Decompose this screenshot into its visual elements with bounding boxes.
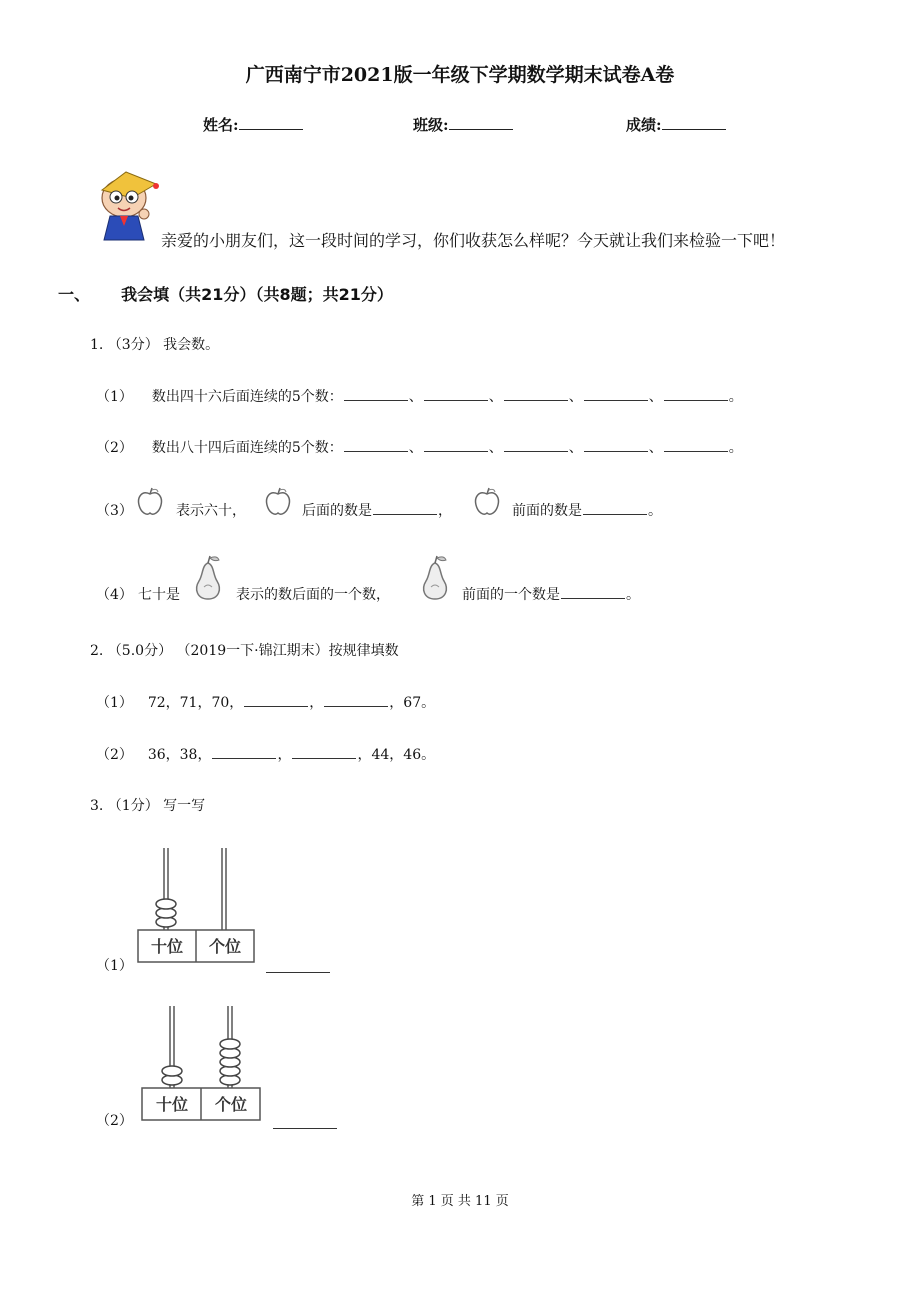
question-1-part-3-label: （3） (96, 503, 133, 519)
question-1-part-4-label: （4） (96, 587, 133, 603)
class-label: 班级: (413, 116, 449, 134)
question-1-part-3-text-d (512, 500, 662, 520)
name-field (203, 114, 303, 135)
answer-blank[interactable] (584, 387, 648, 401)
text: 72，71，70， (147, 695, 244, 711)
period: 。 (728, 440, 743, 456)
answer-blank[interactable] (424, 387, 488, 401)
apple-icon (471, 486, 503, 522)
question-3-stem: 3. （1分） 写一写 (90, 798, 206, 814)
abacus-1 (136, 846, 256, 966)
abacus-2-drawing (140, 1004, 262, 1124)
separator: 、 (408, 440, 423, 456)
section-title: 我会填（共21分）（共8题；共21分） (121, 285, 393, 304)
answer-blank[interactable] (504, 438, 568, 452)
question-1-part-4-text-c (462, 584, 640, 604)
score-label: 成绩: (626, 116, 662, 134)
answer-blank[interactable] (344, 387, 408, 401)
answer-blank[interactable] (664, 387, 728, 401)
text: 36，38， (147, 747, 212, 763)
separator: 、 (648, 389, 663, 405)
text: 前面的数是 (512, 503, 582, 519)
answer-blank[interactable] (584, 438, 648, 452)
part-text: 数出八十四后面连续的5个数： (151, 440, 343, 456)
period: 。 (626, 587, 640, 603)
answer-blank[interactable] (266, 959, 330, 973)
section-number: 一、 (58, 285, 91, 304)
part-label: （2） (96, 440, 133, 456)
tens-bead (162, 1066, 182, 1076)
abacus-2 (140, 1004, 262, 1124)
name-blank[interactable] (239, 115, 303, 130)
answer-blank[interactable] (561, 585, 625, 599)
separator: 、 (488, 389, 503, 405)
question-3-part-1-label: （1） (96, 958, 133, 974)
separator: 、 (568, 440, 583, 456)
question-1-part-4-text-b: 表示的数后面的一个数， (236, 587, 390, 603)
answer-blank[interactable] (583, 501, 647, 515)
text: ，44，46。 (357, 747, 436, 763)
name-label: 姓名: (203, 116, 239, 134)
answer-blank[interactable] (324, 693, 388, 707)
score-blank[interactable] (662, 115, 726, 130)
page-title: 广西南宁市2021版一年级下学期数学期末试卷A卷 (245, 64, 675, 86)
answer-blank[interactable] (292, 745, 356, 759)
answer-blank[interactable] (664, 438, 728, 452)
answer-blank[interactable] (273, 1115, 337, 1129)
page-footer: 第 1 页 共 11 页 (411, 1194, 509, 1209)
part-text: 数出四十六后面连续的5个数： (151, 389, 343, 405)
separator: 、 (568, 389, 583, 405)
ones-label: 个位 (214, 1095, 248, 1114)
question-1-part-4-text-a: 七十是 (138, 587, 180, 603)
question-2-stem: 2. （5.0分） （2019一下·锦江期末）按规律填数 (90, 643, 399, 659)
ones-label: 个位 (208, 937, 242, 956)
question-2-part-2 (96, 744, 435, 764)
greeting-text: 亲爱的小朋友们，这一段时间的学习，你们收获怎么样呢？今天就让我们来检验一下吧！ (161, 231, 786, 250)
apple-icon (134, 486, 166, 522)
tens-bead (156, 899, 176, 909)
period: 。 (648, 503, 662, 519)
pear-icon (189, 553, 227, 607)
answer-blank[interactable] (212, 745, 276, 759)
question-3-part-2-label: （2） (96, 1113, 133, 1129)
pear-icon (416, 553, 454, 607)
answer-blank[interactable] (504, 387, 568, 401)
text: 后面的数是 (302, 503, 372, 519)
text: 前面的一个数是 (462, 587, 560, 603)
tens-label: 十位 (150, 937, 184, 956)
answer-blank[interactable] (424, 438, 488, 452)
abacus-1-drawing (136, 846, 256, 966)
question-2-part-1 (96, 692, 435, 712)
class-field (413, 114, 513, 135)
part-label: （1） (96, 389, 133, 405)
answer-blank[interactable] (344, 438, 408, 452)
question-1-stem: 1. （3分） 我会数。 (90, 337, 220, 353)
apple-icon (262, 486, 294, 522)
question-1-part-2 (96, 437, 743, 457)
text: ，67。 (389, 695, 436, 711)
text: ， (277, 747, 292, 763)
answer-blank[interactable] (373, 501, 437, 515)
separator: 、 (488, 440, 503, 456)
tens-label: 十位 (155, 1095, 189, 1114)
separator: 、 (408, 389, 423, 405)
question-3-part-1-answer[interactable] (265, 958, 331, 977)
question-1-part-3-text-a: 表示六十， (176, 503, 246, 519)
score-field (626, 114, 726, 135)
separator: 、 (648, 440, 663, 456)
ones-bead (220, 1039, 240, 1049)
question-1-part-3-text-b (302, 500, 452, 520)
period: 。 (728, 389, 743, 405)
part-label: （1） (96, 695, 133, 711)
question-1-part-1 (96, 386, 743, 406)
question-3-part-2-answer[interactable] (272, 1114, 338, 1133)
section-heading (58, 282, 393, 305)
mascot-image (92, 170, 164, 244)
text: ， (309, 695, 324, 711)
text: ， (438, 503, 452, 519)
answer-blank[interactable] (244, 693, 308, 707)
part-label: （2） (96, 747, 133, 763)
class-blank[interactable] (449, 115, 513, 130)
